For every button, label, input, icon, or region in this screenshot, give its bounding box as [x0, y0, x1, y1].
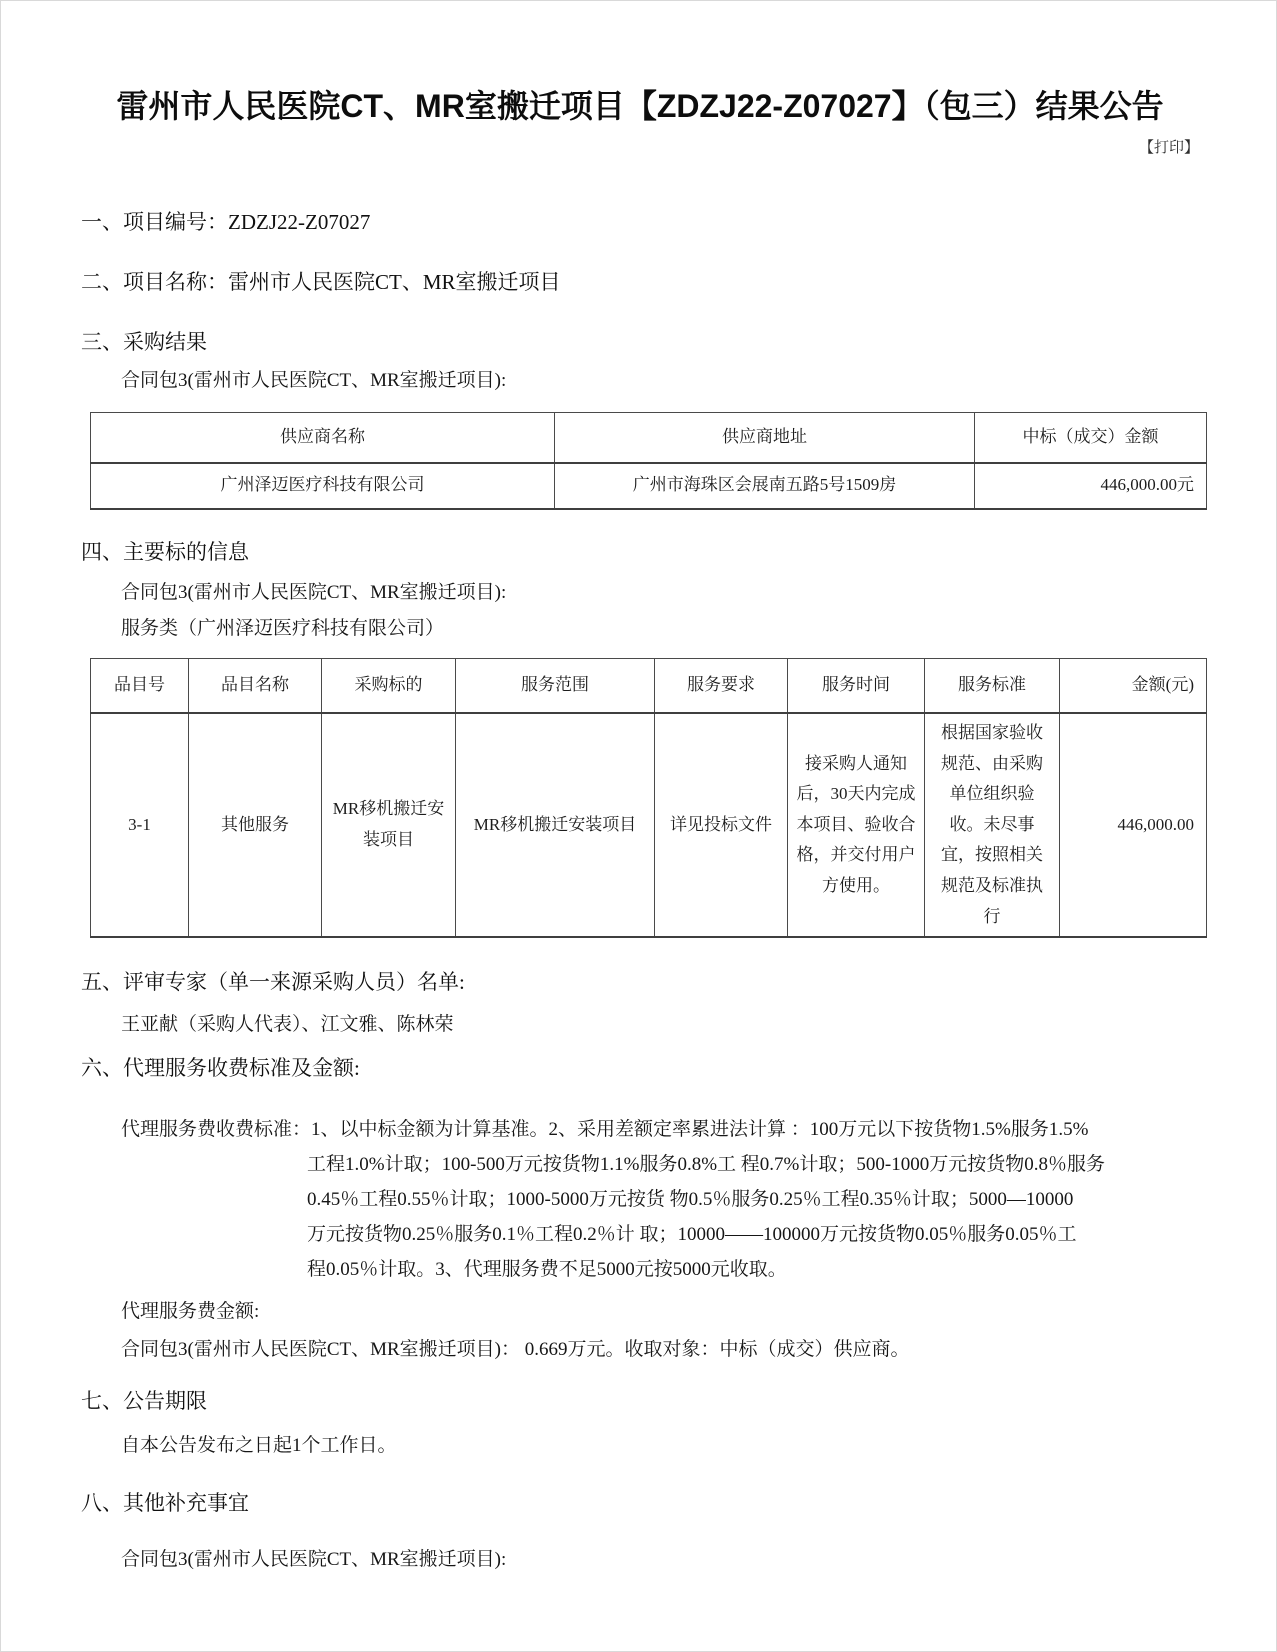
- subject-col-amount: 金额(元): [1060, 658, 1207, 713]
- subject-col-item-no: 品目号: [91, 658, 189, 713]
- document-content: [1, 1, 1276, 1633]
- subject-col-service-time: 服务时间: [788, 658, 925, 713]
- section-project-number-heading: 一、项目编号：ZDZJ22-Z07027: [81, 210, 371, 234]
- procurement-result-package-line: 合同包3(雷州市人民医院CT、MR室搬迁项目):: [121, 370, 507, 391]
- print-row: [81, 136, 1199, 158]
- agency-fee-standard-paragraph: [121, 1112, 1199, 1287]
- result-cell-award-amount: 446,000.00元: [975, 463, 1207, 509]
- subject-cell-item-name: 其他服务: [189, 713, 322, 937]
- subject-col-item-name: 品目名称: [189, 658, 322, 713]
- main-subject-package-line: 合同包3(雷州市人民医院CT、MR室搬迁项目):: [121, 581, 507, 603]
- subject-cell-item-no: 3-1: [91, 713, 189, 937]
- announcement-period-content: 自本公告发布之日起1个工作日。: [121, 1435, 397, 1457]
- subject-col-service-requirement: 服务要求: [655, 658, 788, 713]
- result-col-supplier-name: 供应商名称: [91, 413, 555, 463]
- section-main-subject-heading: 四、主要标的信息: [81, 539, 249, 564]
- subject-cell-service-time: 接采购人通知后，30天内完成本项目、验收合格，并交付用户方使用。: [788, 713, 925, 937]
- result-table-row: [91, 463, 1207, 509]
- section-agency-fee-heading: 六、代理服务收费标准及金额:: [81, 1056, 360, 1081]
- agency-fee-amount-label: 代理服务费金额:: [121, 1301, 260, 1323]
- subject-cell-amount: 446,000.00: [1060, 713, 1207, 937]
- subject-col-service-scope: 服务范围: [456, 658, 655, 713]
- result-table: [90, 412, 1207, 510]
- section-review-experts-heading: 五、评审专家（单一来源采购人员）名单:: [81, 970, 465, 995]
- page-title: 雷州市人民医院CT、MR室搬迁项目【ZDZJ22-Z07027】（包三）结果公告: [116, 88, 1164, 124]
- fee-standard-line: 程0.05％计取。3、代理服务费不足5000元按5000元收取。: [307, 1259, 787, 1281]
- section-procurement-result-heading: 三、采购结果: [81, 330, 207, 354]
- fee-standard-line: 代理服务费收费标准：1、以中标金额为计算基准。2、采用差额定率累进法计算 ：100万元以下按货物1.5%服务1.5%: [121, 1119, 1089, 1141]
- subject-table-row: [91, 713, 1207, 937]
- result-col-supplier-address: 供应商地址: [555, 413, 975, 463]
- other-matters-package-line: 合同包3(雷州市人民医院CT、MR室搬迁项目):: [121, 1549, 507, 1571]
- subject-cell-service-requirement: 详见投标文件: [655, 713, 788, 937]
- subject-cell-service-scope: MR移机搬迁安装项目: [456, 713, 655, 937]
- subject-cell-procurement-subject: MR移机搬迁安装项目: [322, 713, 456, 937]
- agency-fee-amount-line: 合同包3(雷州市人民医院CT、MR室搬迁项目)： 0.669万元。收取对象：中标（成交）供应商。: [121, 1339, 910, 1361]
- section-announcement-period-heading: 七、公告期限: [81, 1389, 207, 1414]
- result-table-header-row: [91, 413, 1207, 463]
- subject-col-service-standard: 服务标准: [925, 658, 1060, 713]
- subject-col-procurement-subject: 采购标的: [322, 658, 456, 713]
- subject-table: [90, 658, 1207, 939]
- main-subject-category-line: 服务类（广州泽迈医疗科技有限公司）: [121, 617, 445, 639]
- print-button[interactable]: 【打印】: [1138, 139, 1199, 156]
- result-col-award-amount: 中标（成交）金额: [975, 413, 1207, 463]
- section-project-name-heading: 二、项目名称：雷州市人民医院CT、MR室搬迁项目: [81, 270, 561, 294]
- fee-standard-line: 万元按货物0.25％服务0.1％工程0.2％计 取；10000——100000万元按货物0.05％服务0.05％工: [307, 1224, 1077, 1246]
- fee-standard-line: 工程1.0%计取；100-500万元按货物1.1%服务0.8%工 程0.7%计取；500-1000万元按货物0.8％服务: [307, 1154, 1105, 1176]
- subject-table-header-row: [91, 658, 1207, 713]
- result-cell-supplier-name: 广州泽迈医疗科技有限公司: [91, 463, 555, 509]
- review-experts-names: 王亚献（采购人代表）、江文雅、陈林荣: [121, 1014, 454, 1036]
- result-cell-supplier-address: 广州市海珠区会展南五路5号1509房: [555, 463, 975, 509]
- section-other-matters-heading: 八、其他补充事宜: [81, 1491, 249, 1516]
- fee-standard-line: 0.45％工程0.55％计取；1000-5000万元按货 物0.5％服务0.25％工程0.35％计取；5000—10000: [307, 1189, 1074, 1211]
- subject-cell-service-standard: 根据国家验收规范、由采购单位组织验收。未尽事宜，按照相关规范及标准执行: [925, 713, 1060, 937]
